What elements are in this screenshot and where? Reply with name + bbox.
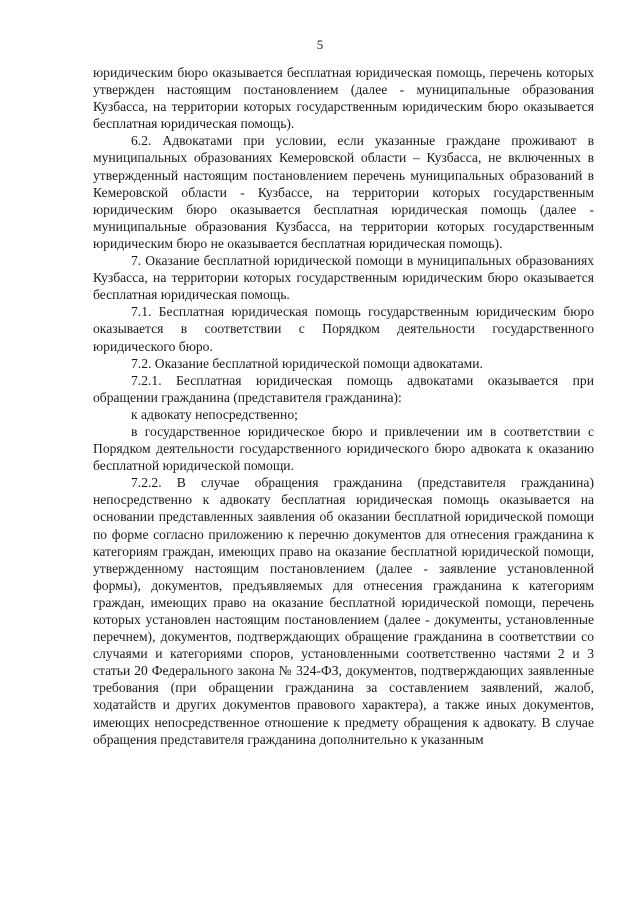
paragraph-7-2-1: 7.2.1. Бесплатная юридическая помощь адвокатами оказывается при обращении гражданина (представителя гражданина): [93,372,594,405]
paragraph-7-1: 7.1. Бесплатная юридическая помощь государственным юридическим бюро оказывается в соответствии с Порядком деятельности государственного юридического бюро. [93,304,594,354]
paragraph-6-2: 6.2. Адвокатами при условии, если указанные граждане проживают в муниципальных образованиях Кемеровской области – Кузбасса, не включенных в утвержденный настоящим постановлением перечень муниципальных образований в Кемеровской области - Кузбассе, на территории которых государственным юридическим бюро оказывается бесплатная юридическая помощь (далее - муниципальные образования Кузбасса, на территории которых государственным юридическим бюро не оказывается бесплатная юридическая помощь). [93,133,594,251]
page-number: 5 [316,37,324,52]
list-item-to-lawyer: к адвокату непосредственно; [131,406,298,422]
paragraph-7-2-2: 7.2.2. В случае обращения гражданина (представителя гражданина) непосредственно к адвокату бесплатная юридическая помощь оказывается на основании представленных заявления об оказании бесплатной юридической помощи по форме согласно приложению к перечню документов для отнесения гражданина к категориям граждан, имеющих право на оказание бесплатной юридической помощи, утвержденному настоящим постановлением (далее - заявление установленной формы), документов, предъявляемых для отнесения гражданина к категориям граждан, имеющих право на оказание бесплатной юридической помощи, перечень которых установлен настоящим постановлением (далее - документы, установленные перечнем), документов, подтверждающих обращение гражданина в соответствии со случаями и категориями споров, установленными соответственно частями 2 и 3 статьи 20 Федерального закона № 324-ФЗ, документов, подтверждающих заявленные требования (при обращении гражданина за составлением заявлений, жалоб, ходатайств и других документов правового характера), а также иных документов, имеющих непосредственное отношение к предмету обращения к адвокату. В случае обращения представителя гражданина дополнительно к указанным [93,475,594,747]
paragraph-intro-continuation: юридическим бюро оказывается бесплатная юридическая помощь, перечень которых утвержден настоящим постановлением (далее - муниципальные образования Кузбасса, на территории которых государственным юридическим бюро оказывается бесплатная юридическая помощь). [93,65,594,132]
paragraph-7-2: 7.2. Оказание бесплатной юридической помощи адвокатами. [131,355,483,371]
list-item-to-bureau: в государственное юридическое бюро и привлечении им в соответствии с Порядком деятельности государственного юридического бюро адвоката к оказанию бесплатной юридической помощи. [93,423,594,474]
document-body [93,64,594,748]
paragraph-7: 7. Оказание бесплатной юридической помощи в муниципальных образованиях Кузбасса, на территории которых государственным юридическим бюро оказывается бесплатная юридическая помощь. [93,253,594,303]
